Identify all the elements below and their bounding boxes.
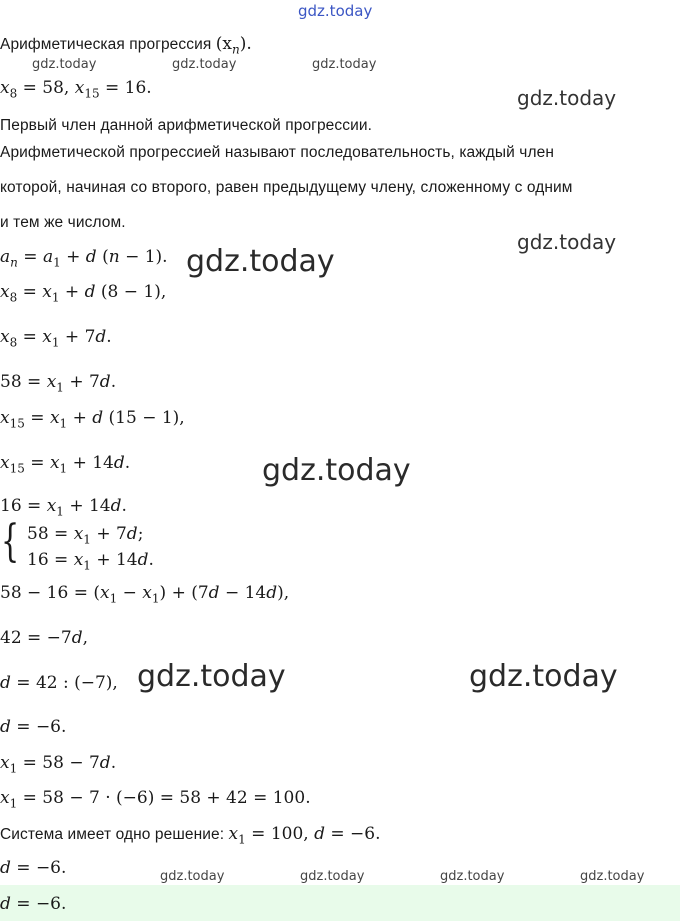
definition-line-3: и тем же числом. — [0, 214, 126, 231]
division-step: d = 42 : (−7), — [0, 673, 118, 693]
final-answer: d = −6. — [0, 894, 67, 914]
watermark: gdz.today — [32, 57, 97, 72]
d-result-1: d = −6. — [0, 717, 67, 737]
watermark: gdz.today — [300, 869, 365, 884]
watermark: gdz.today — [517, 230, 617, 254]
question-text: Первый член данной арифметической прогрессии. — [0, 117, 373, 134]
x1-formula: $x_1 = 58 - 7d$. — [0, 753, 117, 776]
d-result-2: d = −6. — [0, 858, 67, 878]
watermark: gdz.today — [469, 659, 618, 694]
watermark: gdz.today — [580, 869, 645, 884]
answer-highlight — [0, 885, 680, 921]
watermark: gdz.today — [172, 57, 237, 72]
formula-x15: $x_{15} = x_1 + d$ (15 − 1), — [0, 408, 185, 431]
equation-58: $58 = x_1 + 7d$. — [0, 372, 117, 395]
definition-line-1: Арифметической прогрессией называют последовательность, каждый член — [0, 144, 554, 161]
watermark: gdz.today — [517, 86, 617, 110]
system-eq-2: $16 = x_1 + 14d$. — [27, 550, 154, 573]
subtraction-step: $58 - 16 = (x_1 - x_1) + (7d - 14d)$, — [0, 583, 290, 606]
system-eq-1: $58 = x_1 + 7d$; — [27, 524, 144, 547]
given-values: $x_8 = 58$, $x_{15} = 16$. — [0, 78, 152, 101]
formula-general-term: $a_n = a_1 + d$ (n − 1). — [0, 247, 168, 270]
formula-x8: $x_8 = x_1 + d$ (8 − 1), — [0, 282, 167, 305]
system-brace: { — [1, 516, 20, 567]
watermark: gdz.today — [312, 57, 377, 72]
watermark-top: gdz.today — [298, 2, 373, 20]
system-solution: Система имеет одно решение: $x_1 = 100$, d = −6. — [0, 824, 381, 847]
definition-line-2: которой, начиная со второго, равен предыдущему члену, сложенному с одним — [0, 179, 573, 196]
watermark: gdz.today — [262, 453, 411, 488]
watermark: gdz.today — [160, 869, 225, 884]
problem-statement: Арифметическая прогрессия $(x_n)$. — [0, 34, 252, 57]
equation-16: $16 = x_1 + 14d$. — [0, 496, 127, 519]
x1-calculation: $x_1 = 58 - 7 \cdot (-6) = 58 + 42 = 100$. — [0, 788, 311, 811]
watermark: gdz.today — [440, 869, 505, 884]
equation-42: 42 = −7d, — [0, 628, 89, 648]
formula-x8-simplified: $x_8 = x_1 + 7d$. — [0, 327, 112, 350]
formula-x15-simplified: $x_{15} = x_1 + 14d$. — [0, 453, 131, 476]
watermark: gdz.today — [186, 244, 335, 279]
watermark: gdz.today — [137, 659, 286, 694]
